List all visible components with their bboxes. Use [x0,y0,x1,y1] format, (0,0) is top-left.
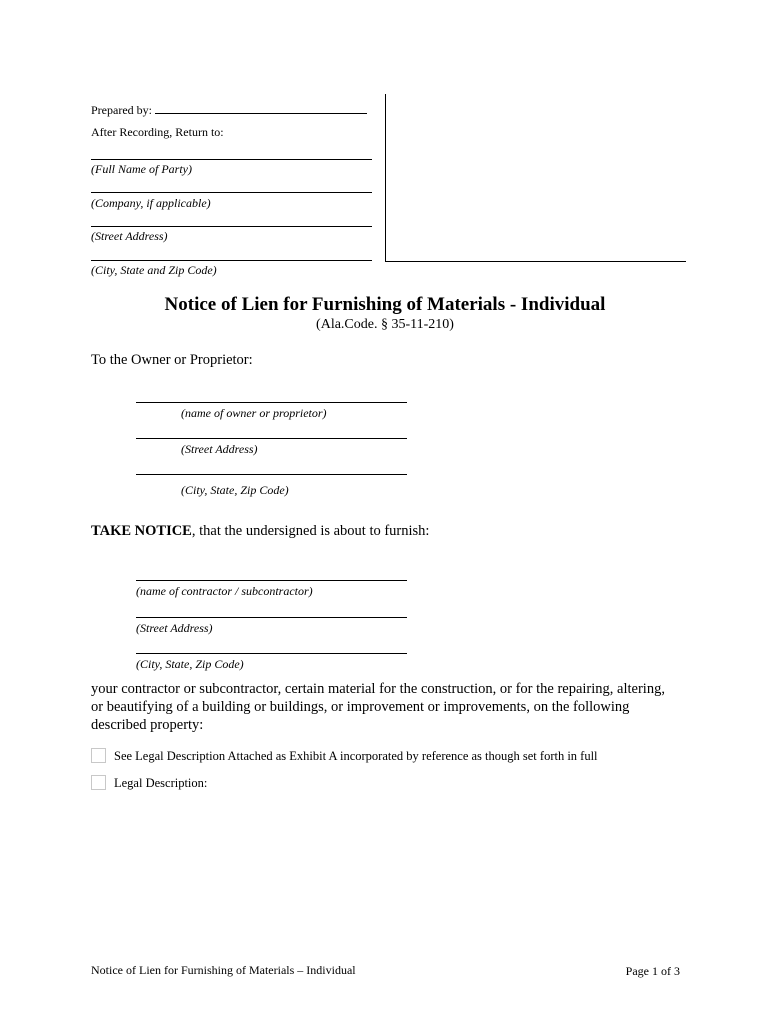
legal-description-label: Legal Description: [114,776,208,790]
take-notice-line [91,523,429,540]
full-name-field[interactable] [91,159,372,160]
property-description-paragraph: your contractor or subcontractor, certain material for the construction, or for the repairing, altering, or beautifying of a building or buildings, or improvement or improvements, on the following described property: [91,681,665,733]
page-number: Page 1 of 3 [625,964,680,978]
contractor-street-caption: (Street Address) [136,621,213,635]
recording-box-left-border [385,94,386,262]
company-caption: (Company, if applicable) [91,196,211,210]
take-notice-lead: TAKE NOTICE [91,523,192,539]
statute-citation: (Ala.Code. § 35-11-210) [316,317,454,332]
owner-city-field[interactable] [136,474,407,475]
return-to-label: After Recording, Return to: [91,125,224,139]
owner-street-caption: (Street Address) [181,442,258,456]
recording-box-bottom-border [385,261,686,262]
owner-name-caption: (name of owner or proprietor) [181,406,327,420]
return-city-caption: (City, State and Zip Code) [91,263,217,277]
prepared-by-label: Prepared by: [91,103,152,117]
company-field[interactable] [91,192,372,193]
owner-city-caption: (City, State, Zip Code) [181,483,289,497]
contractor-city-caption: (City, State, Zip Code) [136,657,244,671]
return-street-caption: (Street Address) [91,229,168,243]
salutation: To the Owner or Proprietor: [91,352,253,368]
contractor-name-caption: (name of contractor / subcontractor) [136,584,313,598]
return-street-field[interactable] [91,226,372,227]
contractor-street-field[interactable] [136,617,407,618]
contractor-name-field[interactable] [136,580,407,581]
contractor-city-field[interactable] [136,653,407,654]
return-city-field[interactable] [91,260,372,261]
take-notice-rest: , that the undersigned is about to furnish: [191,523,430,539]
exhibit-a-label: See Legal Description Attached as Exhibit A incorporated by reference as though set forth in full [114,749,598,763]
owner-name-field[interactable] [136,402,407,403]
footer-title: Notice of Lien for Furnishing of Materials – Individual [91,963,356,977]
prepared-by-line [91,102,367,118]
full-name-caption: (Full Name of Party) [91,162,192,176]
document-title: Notice of Lien for Furnishing of Materials - Individual [164,294,606,315]
prepared-by-field[interactable] [155,102,367,114]
owner-street-field[interactable] [136,438,407,439]
exhibit-a-checkbox[interactable] [91,748,106,763]
legal-description-checkbox[interactable] [91,775,106,790]
